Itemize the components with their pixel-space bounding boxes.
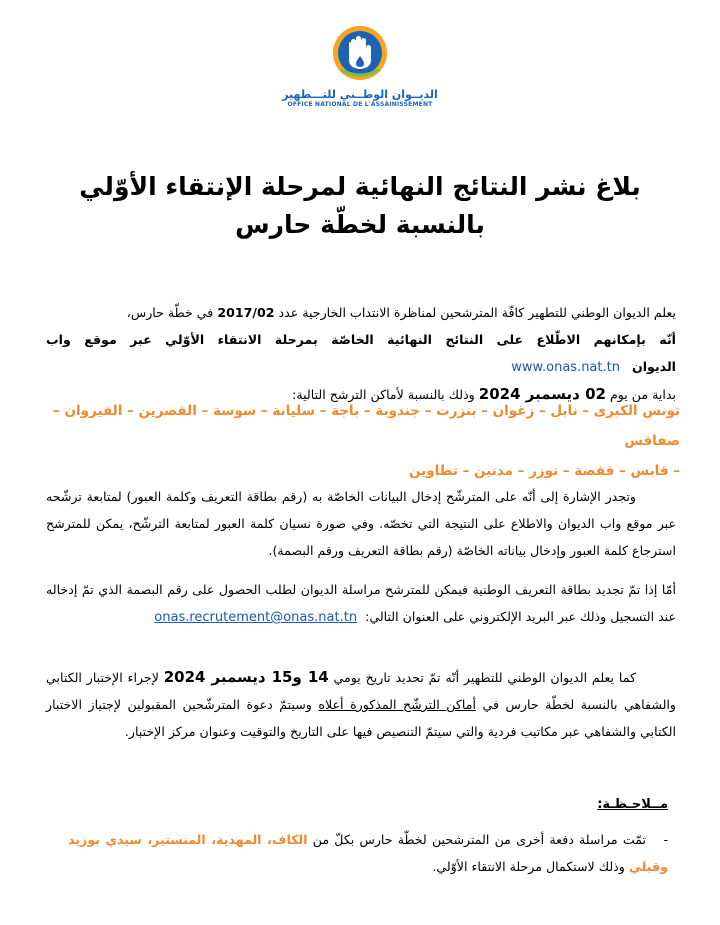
- note-bullet: -: [663, 832, 669, 847]
- paragraph-id-renewal: [46, 576, 676, 631]
- p2-text: وتجدر الإشارة إلى أنّه على المترشّح إدخال البيانات الخاصّة به (رقم بطاقة التعريف وكلمة العبور) لمتابعة ترشّحه عبر موقع واب الديوان والاطلاع على النتيجة التي تخصّه. وفي صورة نسيان كلمة العبور لمتابعة الترشّح، يمكن للمترشح استرجاع كلمة العبور وإدخال بياناته الخاصّة (رقم بطاقة التعريف ورقم البصمة).: [46, 489, 676, 558]
- page-title: [60, 168, 660, 244]
- p1-publish-date: 02 ديسمبر 2024: [478, 385, 606, 403]
- note-body: [68, 826, 668, 880]
- p4-text-c: وسيتمّ دعوة المترشّحين المقبولين لإجتياز الاختبار الكتابي والشفاهي عبر مكاتيب فردية والتي سيتمّ التنصيص فيها على التاريخ والتوقيت وعنوان مركز الإختبار.: [46, 697, 676, 739]
- blue-hand-water-drop-logo-icon: [331, 24, 389, 82]
- header-logo: [0, 24, 720, 109]
- cities-line-1: تونس الكبرى – نابل – زغوان – بنزرت – جندوبة – باجة – سليانة – سوسة – القصرين – القيروان – صفاقس: [53, 403, 680, 449]
- title-line-2: بالنسبة لخطّة حارس: [235, 210, 485, 239]
- p1-line3-text-a: بداية من يوم: [605, 387, 676, 402]
- note-text-a: تمّت مراسلة دفعة أخرى من المترشحين لخطّة حارس بكلّ من: [307, 832, 647, 847]
- recruitment-email-link[interactable]: onas.recrutement@onas.nat.tn: [154, 610, 358, 625]
- logo-french-name: OFFICE NATIONAL DE L'ASSAINISSEMENT: [287, 101, 433, 108]
- p3-text: أمّا إذا تمّ تجديد بطاقة التعريف الوطنية فيمكن للمترشح مراسلة الديوان لطلب الحصول على رقم البصمة الذي تمّ إدخاله عند التسجيل وذلك عبر البريد الإلكتروني على العنوان التالي:: [46, 582, 676, 624]
- p1-contest-number: 2017/02: [217, 305, 275, 320]
- website-link[interactable]: www.onas.nat.tn: [511, 360, 620, 375]
- note-places: الكاف، المهدية، المنستير، سيدي بوزيد وقبلي: [68, 832, 668, 874]
- paragraph-exam-dates: [46, 664, 676, 745]
- p1-line3-text-b: وذلك بالنسبة لأماكن الترشح التالية:: [292, 387, 479, 402]
- p1-line2-text: أنّه بإمكانهم الاطّلاع على النتائج النهائية الخاصّة بمرحلة الانتقاء الأوّلي عبر موقع واب الديوان: [46, 332, 676, 374]
- paragraph-results: [46, 299, 676, 408]
- p1-text-a: يعلم الديوان الوطني للتطهير كافّة المترشحين لمناظرة الانتداب الخارجية عدد: [274, 305, 676, 320]
- p1-text-b: في خطّة حارس،: [126, 305, 218, 320]
- cities-line-2: – قابس – قفصة – توزر – مدنين – تطاوين: [408, 463, 680, 479]
- note-text-b: وذلك لاستكمال مرحلة الانتقاء الأوّلي.: [432, 859, 629, 874]
- logo-arabic-name: الديــوان الوطــني للتـــطهير: [282, 88, 438, 101]
- note-heading: مــلاحـظـة:: [597, 797, 668, 812]
- p4-text-a: كما يعلم الديوان الوطني للتطهير أنّه تمّ تحديد تاريخ يومي: [328, 670, 636, 685]
- paragraph-login-info: [46, 483, 676, 564]
- title-line-1: بلاغ نشر النتائج النهائية لمرحلة الإنتقاء الأوّلي: [79, 172, 641, 201]
- p4-text-b: لإجراء الإختبار الكتابي والشفاهي بالنسبة لخطّة حارس في: [46, 670, 676, 712]
- p4-underlined-places: أماكن الترشّح المذكورة أعلاه: [318, 697, 476, 712]
- candidacy-locations: [40, 396, 680, 486]
- p4-exam-dates: 14 و15 ديسمبر 2024: [163, 668, 329, 686]
